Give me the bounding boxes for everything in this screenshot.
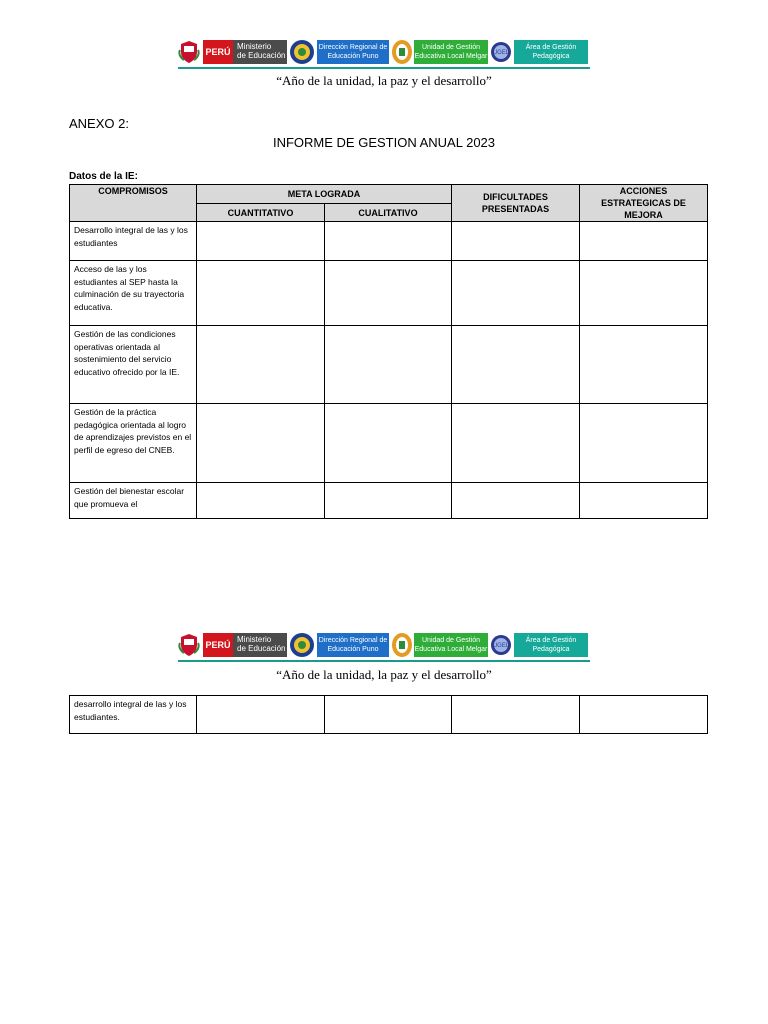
header-meta-lograda: META LOGRADA — [197, 185, 452, 204]
drep-logo — [317, 40, 389, 64]
dificultades-cell[interactable] — [452, 326, 580, 404]
drep-seal-icon — [289, 632, 315, 658]
dificultades-cell[interactable] — [452, 483, 580, 519]
annex-label: ANEXO 2: — [69, 116, 129, 131]
agp-line2: Pedagógica — [532, 53, 570, 60]
minedu-line1: Ministerio — [237, 42, 272, 51]
cualitativo-cell[interactable] — [325, 222, 452, 261]
agp-line2: Pedagógica — [532, 646, 570, 653]
minedu-logo — [233, 633, 287, 657]
ugel-logo — [414, 633, 488, 657]
compromiso-cell: Gestión del bienestar escolar que promueva el — [70, 483, 197, 519]
ugel-seal-icon — [490, 39, 512, 65]
header-compromisos: COMPROMISOS — [70, 185, 197, 222]
cuantitativo-cell[interactable] — [197, 404, 325, 483]
header-acciones: ACCIONES ESTRATEGICAS DE MEJORA — [580, 185, 708, 222]
header-divider — [178, 660, 590, 662]
header-logos-page2 — [178, 629, 590, 663]
melgar-seal-icon — [391, 39, 413, 65]
drep-seal-icon — [289, 39, 315, 65]
header-cualitativo: CUALITATIVO — [325, 204, 452, 222]
document-title: INFORME DE GESTION ANUAL 2023 — [272, 135, 496, 150]
national-shield-icon — [178, 40, 200, 64]
motto: “Año de la unidad, la paz y el desarrollo” — [276, 73, 492, 88]
agp-logo — [514, 633, 588, 657]
header-divider — [178, 67, 590, 69]
minedu-line1: Ministerio — [237, 635, 272, 644]
acciones-cell[interactable] — [580, 261, 708, 326]
drep-line2: Educación Puno — [327, 53, 379, 60]
compromiso-cell: desarrollo integral de las y los estudiantes. — [70, 696, 197, 734]
ugel-logo — [414, 40, 488, 64]
motto-page2: “Año de la unidad, la paz y el desarrollo” — [276, 667, 492, 682]
drep-line2: Educación Puno — [327, 646, 379, 653]
peru-logo: PERÚ — [203, 40, 233, 64]
table-row — [70, 483, 708, 519]
cuantitativo-cell[interactable] — [197, 261, 325, 326]
dificultades-cell[interactable] — [452, 222, 580, 261]
national-shield-icon — [178, 633, 200, 657]
compromiso-cell: Gestión de la práctica pedagógica orientada al logro de aprendizajes previstos en el perfil de egreso del CNEB. — [70, 404, 197, 483]
agp-line1: Área de Gestión — [525, 44, 577, 51]
drep-line1: Dirección Regional de — [318, 44, 388, 51]
minedu-line2: de Educación — [237, 644, 286, 653]
datos-ie-label: Datos de la IE: — [69, 171, 138, 182]
cualitativo-cell[interactable] — [325, 261, 452, 326]
melgar-seal-icon — [391, 632, 413, 658]
dificultades-cell[interactable] — [452, 404, 580, 483]
cualitativo-cell[interactable] — [325, 326, 452, 404]
dificultades-cell[interactable] — [452, 261, 580, 326]
drep-line1: Dirección Regional de — [318, 637, 388, 644]
table-row — [70, 326, 708, 404]
cualitativo-cell[interactable] — [325, 483, 452, 519]
table-row — [70, 261, 708, 326]
seal-text: UGEL — [492, 643, 510, 649]
table-row — [70, 404, 708, 483]
acciones-cell[interactable] — [580, 404, 708, 483]
ugel-seal-icon — [490, 632, 512, 658]
header-cuantitativo: CUANTITATIVO — [197, 204, 325, 222]
cuantitativo-cell[interactable] — [197, 696, 325, 734]
cuantitativo-cell[interactable] — [197, 483, 325, 519]
compromiso-cell: Gestión de las condiciones operativas orientada al sostenimiento del servicio educativo ofrecido por la IE. — [70, 326, 197, 404]
seal-text: UGEL — [492, 50, 510, 56]
header-logos — [178, 36, 590, 70]
acciones-cell[interactable] — [580, 696, 708, 734]
cuantitativo-cell[interactable] — [197, 326, 325, 404]
minedu-line2: de Educación — [237, 51, 286, 60]
header-row — [70, 185, 708, 204]
header-dificultades: DIFICULTADES PRESENTADAS — [452, 185, 580, 222]
agp-logo — [514, 40, 588, 64]
cuantitativo-cell[interactable] — [197, 222, 325, 261]
drep-logo — [317, 633, 389, 657]
management-report-table-continued — [69, 695, 708, 734]
acciones-cell[interactable] — [580, 326, 708, 404]
minedu-logo — [233, 40, 287, 64]
cualitativo-cell[interactable] — [325, 404, 452, 483]
compromiso-cell: Desarrollo integral de las y los estudiantes — [70, 222, 197, 261]
dificultades-cell[interactable] — [452, 696, 580, 734]
table-row — [70, 696, 708, 734]
ugel-line2: Educativa Local Melgar — [414, 53, 488, 60]
ugel-line1: Unidad de Gestión — [422, 44, 480, 51]
management-report-table — [69, 184, 708, 519]
cualitativo-cell[interactable] — [325, 696, 452, 734]
acciones-cell[interactable] — [580, 483, 708, 519]
acciones-cell[interactable] — [580, 222, 708, 261]
agp-line1: Área de Gestión — [525, 637, 577, 644]
compromiso-cell: Acceso de las y los estudiantes al SEP hasta la culminación de su trayectoria educativa. — [70, 261, 197, 326]
ugel-line1: Unidad de Gestión — [422, 637, 480, 644]
peru-logo: PERÚ — [203, 633, 233, 657]
table-row — [70, 222, 708, 261]
ugel-line2: Educativa Local Melgar — [414, 646, 488, 653]
